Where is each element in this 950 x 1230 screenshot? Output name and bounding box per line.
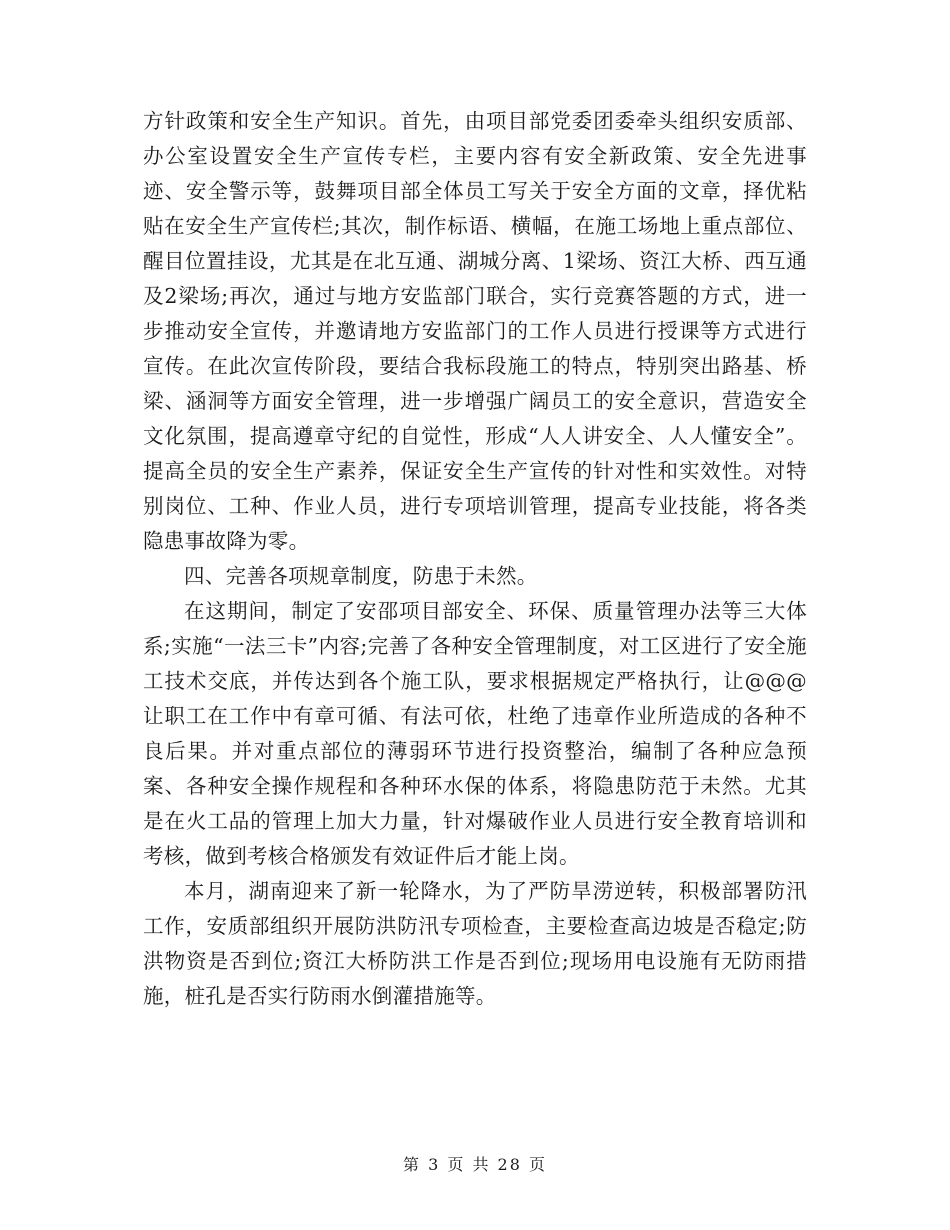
paragraph-1: 方针政策和安全生产知识。首先，由项目部党委团委牵头组织安质部、办公室设置安全生产宣传专栏，主要内容有安全新政策、安全先进事迹、安全警示等，鼓舞项目部全体员工写关于安全方面的文章，择优粘贴在安全生产宣传栏;其次，制作标语、横幅，在施工场地上重点部位、醒目位置挂设，尤其是在北互通、湖城分离、1梁场、资江大桥、西互通及2梁场;再次，通过与地方安监部门联合，实行竞赛答题的方式，进一步推动安全宣传，并邀请地方安监部门的工作人员进行授课等方式进行宣传。在此次宣传阶段，要结合我标段施工的特点，特别突出路基、桥梁、涵洞等方面安全管理，进一步增强广阔员工的安全意识，营造安全文化氛围，提高遵章守纪的自觉性，形成“人人讲安全、人人懂安全”。提高全员的安全生产素养，保证安全生产宣传的针对性和实效性。对特别岗位、工种、作业人员，进行专项培训管理，提高专业技能，将各类隐患事故降为零。: [143, 109, 807, 553]
paragraph-3: 在这期间，制定了安邵项目部安全、环保、质量管理办法等三大体系;实施“一法三卡”内容;完善了各种安全管理制度，对工区进行了安全施工技术交底，并传达到各个施工队，要求根据规定严格执行，让@@@让职工在工作中有章可循、有法可依，杜绝了违章作业所造成的各种不良后果。并对重点部位的薄弱环节进行投资整治，编制了各种应急预案、各种安全操作规程和各种环水保的体系，将隐患防范于未然。尤其是在火工品的管理上加大力量，针对爆破作业人员进行安全教育培训和考核，做到考核合格颁发有效证件后才能上岗。: [143, 599, 807, 868]
section-heading-4: 四、完善各项规章制度，防患于未然。: [184, 564, 538, 588]
document-body: [143, 104, 807, 1014]
page-number-footer: 第 3 页 共 28 页: [403, 1155, 547, 1174]
paragraph-4: 本月，湖南迎来了新一轮降水，为了严防旱涝逆转，积极部署防汛工作，安质部组织开展防洪防汛专项检查，主要检查高边坡是否稳定;防洪物资是否到位;资江大桥防洪工作是否到位;现场用电设施有无防雨措施，桩孔是否实行防雨水倒灌措施等。: [143, 879, 807, 1008]
